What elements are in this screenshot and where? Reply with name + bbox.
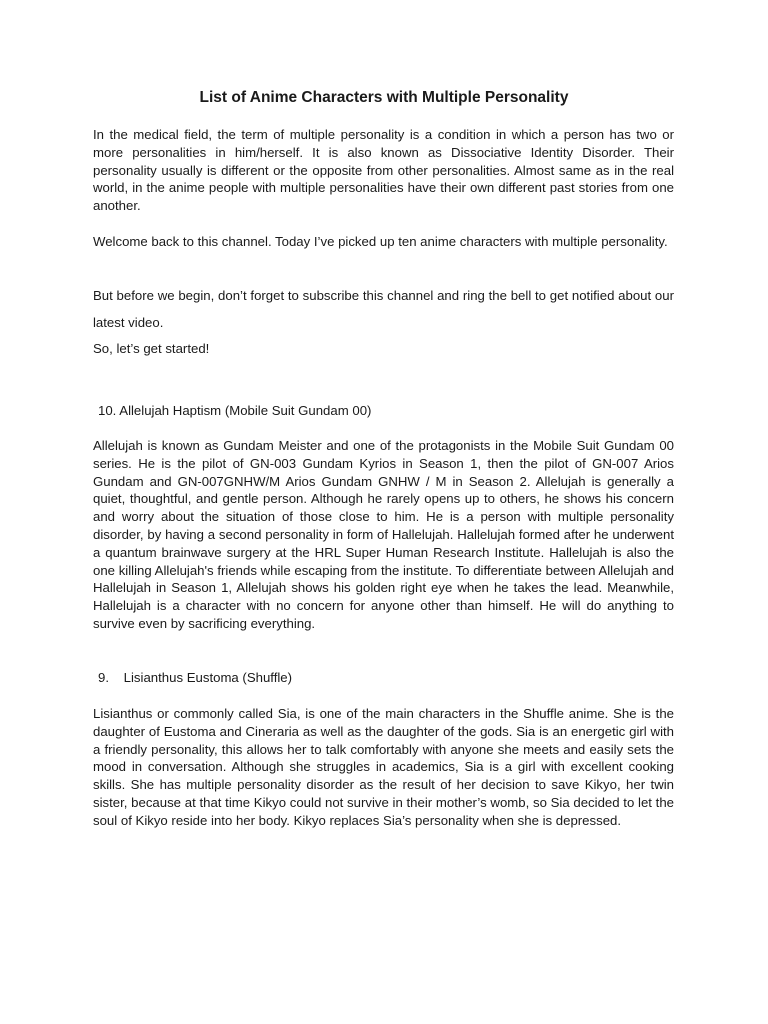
- entry-heading-text: Allelujah Haptism (Mobile Suit Gundam 00): [119, 403, 372, 418]
- entry-heading-9: [98, 669, 292, 687]
- entry-number: 10.: [98, 403, 117, 418]
- entry-number: 9.: [98, 670, 109, 685]
- subscribe-paragraph: But before we begin, don’t forget to subscribe this channel and ring the bell to get notified about our latest video.: [93, 288, 674, 330]
- start-paragraph: So, let’s get started!: [93, 341, 210, 356]
- document-title: List of Anime Characters with Multiple Personality: [199, 89, 569, 106]
- intro-paragraph: In the medical field, the term of multiple personality is a condition in which a person has two or more personalities in him/herself. It is also known as Dissociative Identity Disorder. Their personality usually is different or the opposite from other personalities. Almost same as in the real world, in the anime people with multiple personalities have their own different past stories from one another.: [93, 127, 674, 214]
- entry-heading-10: [98, 402, 371, 420]
- welcome-paragraph: Welcome back to this channel. Today I’ve picked up ten anime characters with multiple personality.: [93, 234, 668, 249]
- entry-body-10: Allelujah is known as Gundam Meister and one of the protagonists in the Mobile Suit Gundam 00 series. He is the pilot of GN-003 Gundam Kyrios in Season 1, then the pilot of GN-007 Arios Gundam and GN-007GNHW/M Arios Gundam GNHW / M in Season 2. Allelujah is generally a quiet, thoughtful, and gentle person. Although he rarely opens up to others, he shows his concern and worry about the situation of those close to him. He is a person with multiple personality disorder, by having a second personality in form of Hallelujah. Hallelujah formed after he underwent a quantum brainwave surgery at the HRL Super Human Research Institute. Hallelujah is also the one killing Allelujah's friends while escaping from the institute. To differentiate between Allelujah and Hallelujah in Season 1, Allelujah shows his golden right eye when he takes the lead. Meanwhile, Hallelujah is a character with no concern for anyone other than himself. He will do anything to survive even by sacrificing everything.: [93, 438, 674, 631]
- entry-heading-text: Lisianthus Eustoma (Shuffle): [123, 670, 293, 685]
- entry-body-9: Lisianthus or commonly called Sia, is one of the main characters in the Shuffle anime. She is the daughter of Eustoma and Cineraria as well as the daughter of the gods. Sia is an energetic girl with a friendly personality, this allows her to talk comfortably with anyone she meets and easily sets the mood in conversation. Although she struggles in academics, Sia is a girl with excellent cooking skills. She has multiple personality disorder as the result of her decision to save Kikyo, her twin sister, because at that time Kikyo could not survive in their mother’s womb, so Sia decided to let the soul of Kikyo reside into her body. Kikyo replaces Sia’s personality when she is depressed.: [93, 706, 674, 828]
